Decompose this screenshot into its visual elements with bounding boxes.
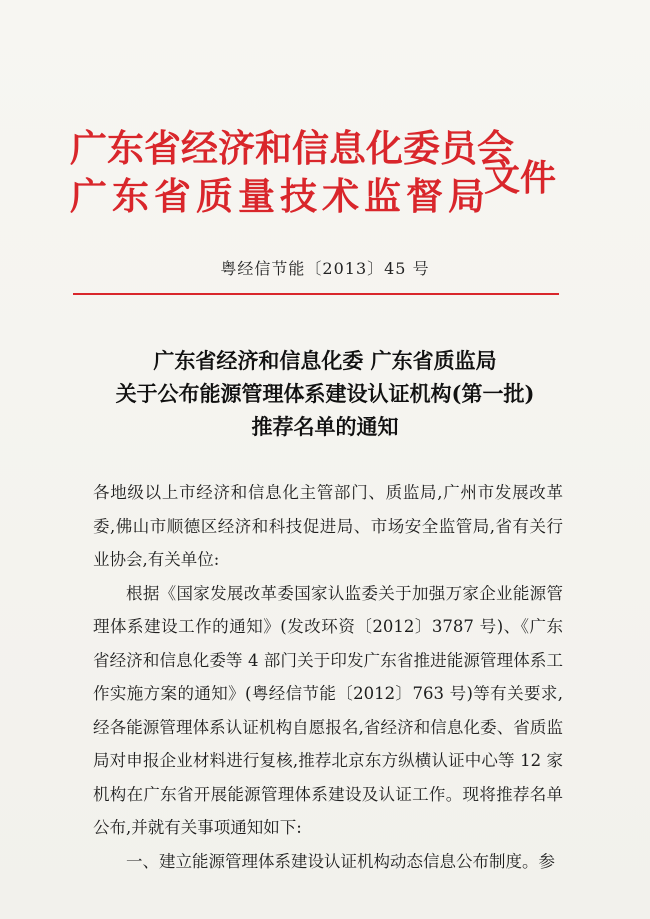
title-line-1: 广东省经济和信息化委 广东省质监局 (153, 348, 497, 373)
document-title (0, 344, 650, 443)
document-number: 粤经信节能〔2013〕45 号 (220, 259, 430, 278)
issuing-organizations (70, 124, 514, 220)
body-paragraph: 一、建立能源管理体系建设认证机构动态信息公布制度。参 (126, 851, 555, 871)
org-name-economic-commission: 广东省经济和信息化委员会 (70, 126, 514, 170)
body-paragraph: 根据《国家发展改革委国家认监委关于加强万家企业能源管理体系建设工作的通知》(发改环资〔2012〕3787 号)、《广东省经济和信息化委等 4 部门关于印发广东省推进能源管理体系工作实施方案的通知》(粤经信节能〔2012〕763 号)等有关要求,经各能源管理体系认证机构自愿报名,省经济和信息化委、省质监局对申报企业材料进行复核,推荐北京东方纵横认证中心等 12 家机构在广东省开展能源管理体系建设及认证工作。现将推荐名单公布,并就有关事项通知如下: (93, 583, 563, 837)
title-line-3: 推荐名单的通知 (251, 414, 399, 439)
red-divider-line (73, 293, 559, 295)
document-type-label: 文件 (484, 157, 557, 199)
salutation: 各地级以上市经济和信息化主管部门、质监局,广州市发展改革委,佛山市顺德区经济和科技促进局、市场安全监管局,省有关行业协会,有关单位: (93, 483, 563, 569)
document-body (93, 476, 563, 878)
org-name-quality-bureau: 广东省质量技术监督局 (70, 174, 490, 218)
title-line-2: 关于公布能源管理体系建设认证机构(第一批) (115, 381, 535, 406)
